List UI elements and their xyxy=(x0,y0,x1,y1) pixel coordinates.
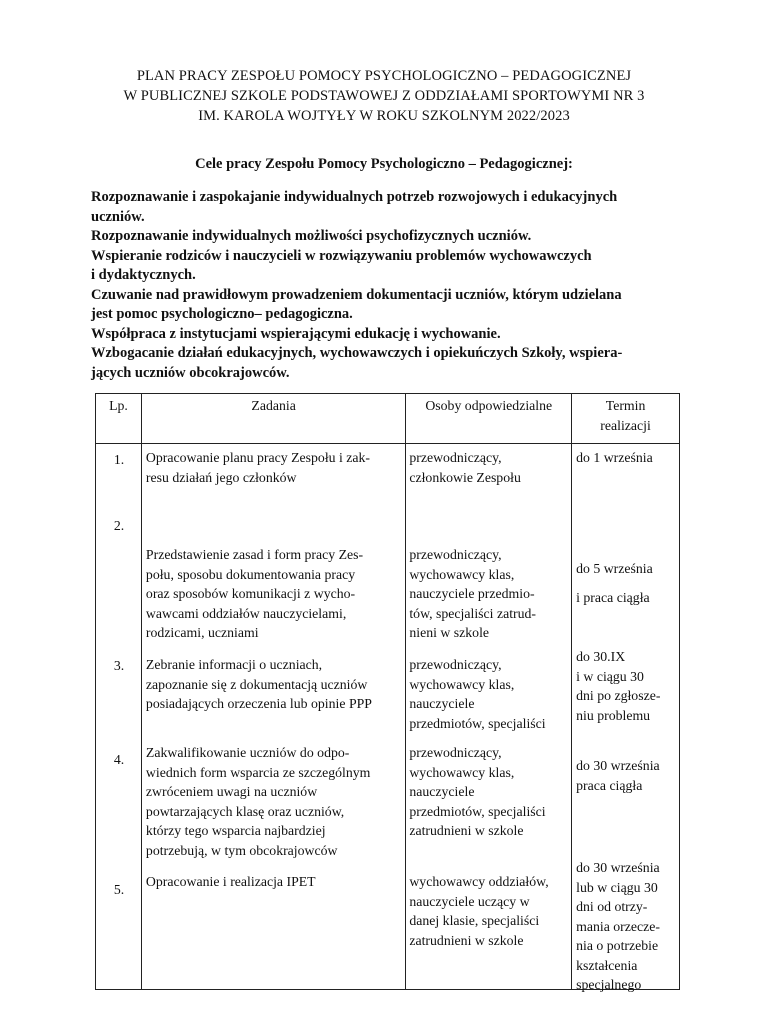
header-task: Zadania xyxy=(141,394,405,444)
header-lp: Lp. xyxy=(96,394,142,444)
goal-item: Wspieranie rodziców i nauczycieli w rozwiązywaniu problemów wychowawczych i dydaktycznych. xyxy=(91,247,592,283)
when-column xyxy=(572,444,680,990)
table-header-row xyxy=(96,394,680,444)
deadline-text: do 30 września praca ciągła xyxy=(576,758,660,793)
responsible-text: przewodniczący, wychowawcy klas, nauczyciele przedmiotów, specjaliści xyxy=(409,657,546,731)
responsible-text: przewodniczący, wychowawcy klas, nauczyciele przedmiotów, specjaliści zatrudnieni w szkole xyxy=(409,745,546,838)
responsible-text: przewodniczący, członkowie Zespołu xyxy=(409,450,521,485)
deadline-text: do 30.IX i w ciągu 30 dni po zgłosze- niu problemu xyxy=(576,649,661,723)
deadline-text: do 1 września xyxy=(576,450,653,465)
task-text: Zebranie informacji o uczniach, zapoznanie się z dokumentacją uczniów posiadających orzeczenia lub opinie PPP xyxy=(145,657,372,711)
who-column xyxy=(406,444,572,990)
deadline-text: i praca ciągła xyxy=(576,590,650,605)
responsible-text: wychowawcy oddziałów, nauczyciele uczący w danej klasie, specjaliści zatrudnieni w szkole xyxy=(409,874,549,948)
document-title xyxy=(60,66,708,126)
deadline-text: do 5 września xyxy=(576,561,653,576)
task-text: Przedstawienie zasad i form pracy Zes- połu, sposobu dokumentowania pracy oraz sposobów komunikacji z wycho- wawcami oddziałów nauczycielami, rodzicami, uczniami xyxy=(145,547,364,640)
goal-item: Współpraca z instytucjami wspierającymi edukację i wychowanie. xyxy=(91,325,501,342)
lp-column xyxy=(96,444,142,990)
title-line-1: PLAN PRACY ZESPOŁU POMOCY PSYCHOLOGICZNO – PEDAGOGICZNEJ xyxy=(136,68,632,84)
title-line-2: W PUBLICZNEJ SZKOLE PODSTAWOWEJ Z ODDZIAŁAMI SPORTOWYMI NR 3 xyxy=(123,88,645,104)
task-column xyxy=(141,444,405,990)
header-when: Termin realizacji xyxy=(572,394,680,444)
goals-list xyxy=(91,188,691,383)
header-who: Osoby odpowiedzialne xyxy=(406,394,572,444)
task-text: Zakwalifikowanie uczniów do odpo- wiednich form wsparcia ze szczególnym zwróceniem uwagi na uczniów powtarzających klasę oraz uczniów, którzy tego wsparcia najbardziej potrzebują, w tym obcokrajowców xyxy=(145,745,371,858)
table-body-row xyxy=(96,444,680,990)
responsible-text: przewodniczący, wychowawcy klas, nauczyciele przedmio- tów, specjaliści zatrud- nieni w szkole xyxy=(409,547,537,640)
deadline-text: do 30 września lub w ciągu 30 dni od otrzy- mania orzecze- nia o potrzebie kształcenia specjalnego xyxy=(576,860,660,992)
title-line-3: IM. KAROLA WOJTYŁY W ROKU SZKOLNYM 2022/2023 xyxy=(198,108,570,124)
row-number: 1. xyxy=(113,452,125,467)
goals-heading: Cele pracy Zespołu Pomocy Psychologiczno – Pedagogicznej: xyxy=(195,156,573,172)
row-number: 2. xyxy=(113,518,125,533)
row-number: 5. xyxy=(113,882,125,897)
plan-table xyxy=(95,393,680,990)
goal-item: Rozpoznawanie indywidualnych możliwości psychofizycznych uczniów. xyxy=(91,228,532,244)
goal-item: Wzbogacanie działań edukacyjnych, wychowawczych i opiekuńczych Szkoły, wspiera- jących uczniów obcokrajowców. xyxy=(91,345,623,381)
task-text: Opracowanie planu pracy Zespołu i zak- resu działań jego członków xyxy=(145,450,371,485)
task-text: Opracowanie i realizacja IPET xyxy=(145,874,316,889)
goal-item: Rozpoznawanie i zaspokajanie indywidualnych potrzeb rozwojowych i edukacyjnych uczniów. xyxy=(91,189,618,225)
row-number: 3. xyxy=(113,658,125,673)
row-number: 4. xyxy=(113,752,125,767)
goal-item: Czuwanie nad prawidłowym prowadzeniem dokumentacji uczniów, którym udzielana jest pomoc psychologiczno– pedagogiczna. xyxy=(91,286,622,322)
